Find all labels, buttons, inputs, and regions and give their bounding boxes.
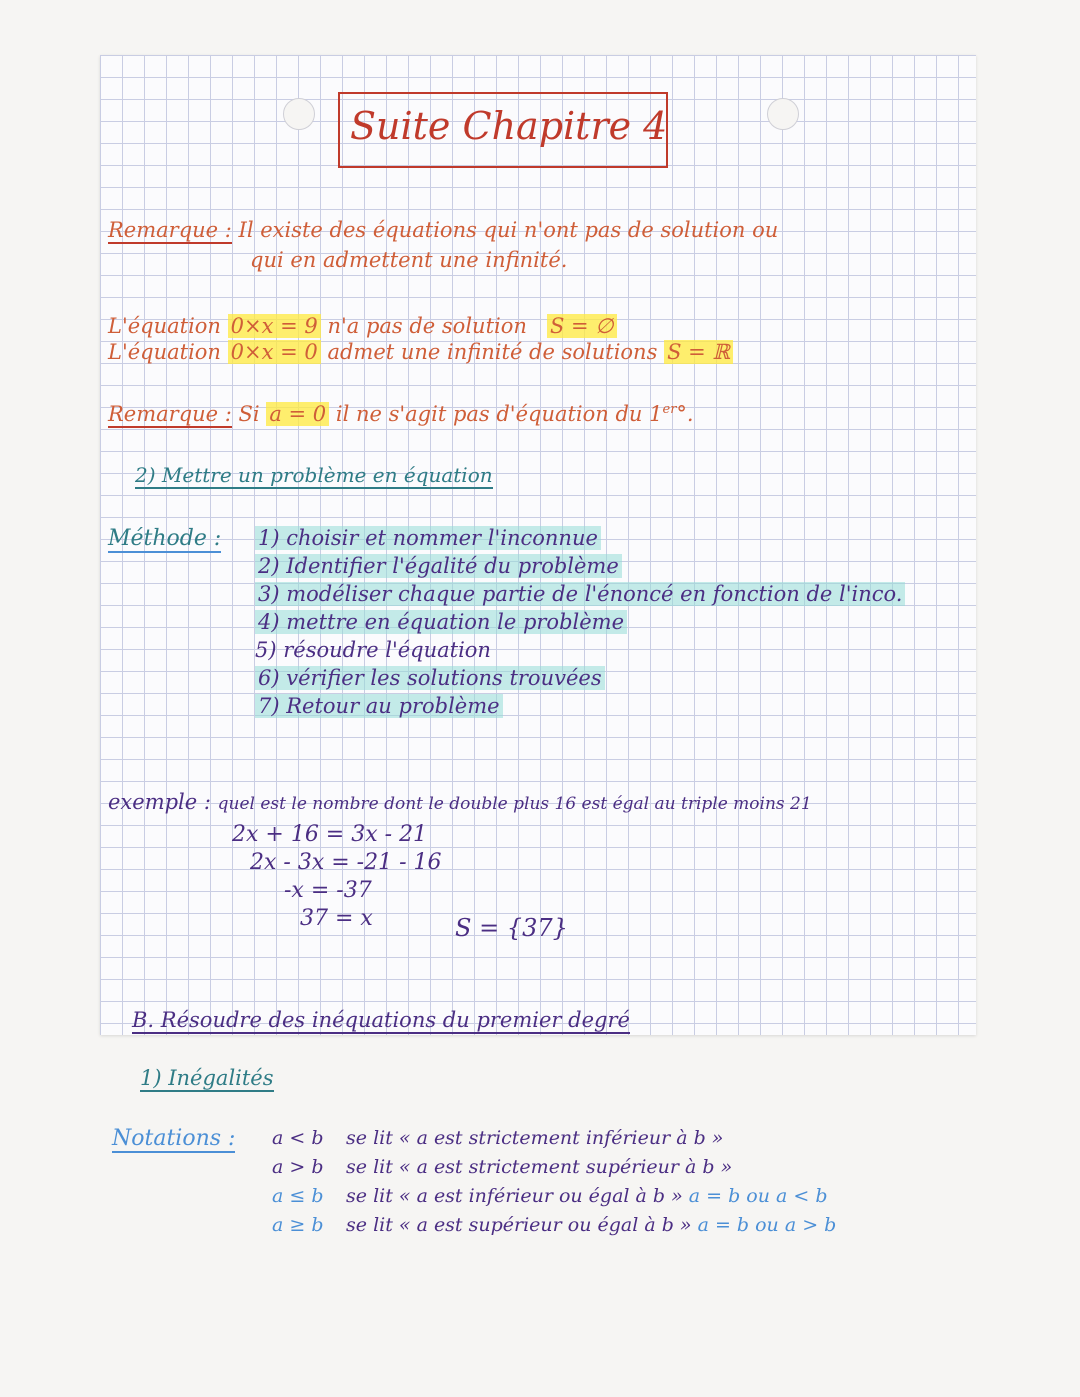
equation-1-text: n'a pas de solution bbox=[327, 314, 527, 338]
equation-row-2 bbox=[108, 340, 733, 364]
notation-symbol: a < b bbox=[272, 1127, 324, 1149]
remarque-1-label: Remarque : bbox=[108, 218, 232, 242]
notation-text: se lit « a est inférieur ou égal à b » bbox=[346, 1185, 683, 1207]
section-b-title: B. Résoudre des inéquations du premier degré bbox=[132, 1008, 630, 1032]
binder-hole-right bbox=[767, 98, 799, 130]
notation-symbol: a > b bbox=[272, 1156, 324, 1178]
equation-1-set: S = ∅ bbox=[547, 314, 617, 338]
exemple-text: quel est le nombre dont le double plus 16 est égal au triple moins 21 bbox=[217, 794, 812, 814]
section-2-title: 2) Mettre un problème en équation bbox=[135, 463, 493, 487]
step-6: 6) vérifier les solutions trouvées bbox=[255, 666, 605, 690]
exemple-line-3: -x = -37 bbox=[284, 878, 372, 903]
notation-extra: a = b ou a > b bbox=[697, 1214, 837, 1236]
equation-2-text: admet une infinité de solutions bbox=[327, 340, 658, 364]
equation-2-expression: 0×x = 0 bbox=[228, 340, 321, 364]
remarque-1-line2: qui en admettent une infinité. bbox=[250, 248, 568, 272]
step-1: 1) choisir et nommer l'inconnue bbox=[255, 526, 601, 550]
step-4: 4) mettre en équation le problème bbox=[255, 610, 627, 634]
remarque-2-end: °. bbox=[676, 402, 694, 426]
equation-1-expression: 0×x = 9 bbox=[228, 314, 321, 338]
notation-row bbox=[272, 1211, 836, 1240]
exemple-line-4: 37 = x bbox=[300, 906, 373, 931]
remarque-2-label: Remarque : bbox=[108, 402, 232, 426]
remarque-2 bbox=[108, 402, 694, 426]
remarque-2-si: Si bbox=[238, 402, 260, 426]
methode-label: Méthode : bbox=[108, 526, 222, 551]
notation-symbol: a ≥ b bbox=[272, 1214, 324, 1236]
methode-steps bbox=[255, 524, 905, 720]
step-7: 7) Retour au problème bbox=[255, 694, 503, 718]
exemple-line-1: 2x + 16 = 3x - 21 bbox=[232, 822, 428, 847]
equation-row-1 bbox=[108, 314, 617, 338]
notation-text: se lit « a est strictement supérieur à b » bbox=[346, 1156, 733, 1178]
exemple-row bbox=[108, 790, 812, 814]
step-5: 5) résoudre l'équation bbox=[255, 638, 491, 662]
equation-1-prefix: L'équation bbox=[108, 314, 221, 338]
remarque-1-line1: Il existe des équations qui n'ont pas de solution ou bbox=[238, 218, 779, 242]
notations-list bbox=[272, 1124, 836, 1240]
remarque-1 bbox=[108, 218, 778, 242]
notation-extra: a = b ou a < b bbox=[688, 1185, 828, 1207]
exemple-label: exemple : bbox=[108, 790, 211, 814]
section-1-title: 1) Inégalités bbox=[140, 1066, 274, 1090]
exemple-line-2: 2x - 3x = -21 - 16 bbox=[250, 850, 442, 875]
notation-symbol: a ≤ b bbox=[272, 1185, 324, 1207]
step-2: 2) Identifier l'égalité du problème bbox=[255, 554, 622, 578]
remarque-2-text: il ne s'agit pas d'équation du 1 bbox=[335, 402, 663, 426]
equation-2-set: S = ℝ bbox=[664, 340, 733, 364]
notation-row bbox=[272, 1153, 836, 1182]
notations-label: Notations : bbox=[112, 1126, 236, 1151]
binder-hole-left bbox=[283, 98, 315, 130]
remarque-2-condition: a = 0 bbox=[266, 402, 329, 426]
exemple-solution: S = {37} bbox=[455, 914, 568, 942]
notation-text: se lit « a est supérieur ou égal à b » bbox=[346, 1214, 692, 1236]
page-title: Suite Chapitre 4 bbox=[350, 104, 668, 148]
equation-2-prefix: L'équation bbox=[108, 340, 221, 364]
notation-row bbox=[272, 1182, 836, 1211]
step-3: 3) modéliser chaque partie de l'énoncé en fonction de l'inco. bbox=[255, 582, 905, 606]
notation-text: se lit « a est strictement inférieur à b » bbox=[346, 1127, 724, 1149]
remarque-2-sup: er bbox=[662, 402, 677, 417]
notation-row bbox=[272, 1124, 836, 1153]
